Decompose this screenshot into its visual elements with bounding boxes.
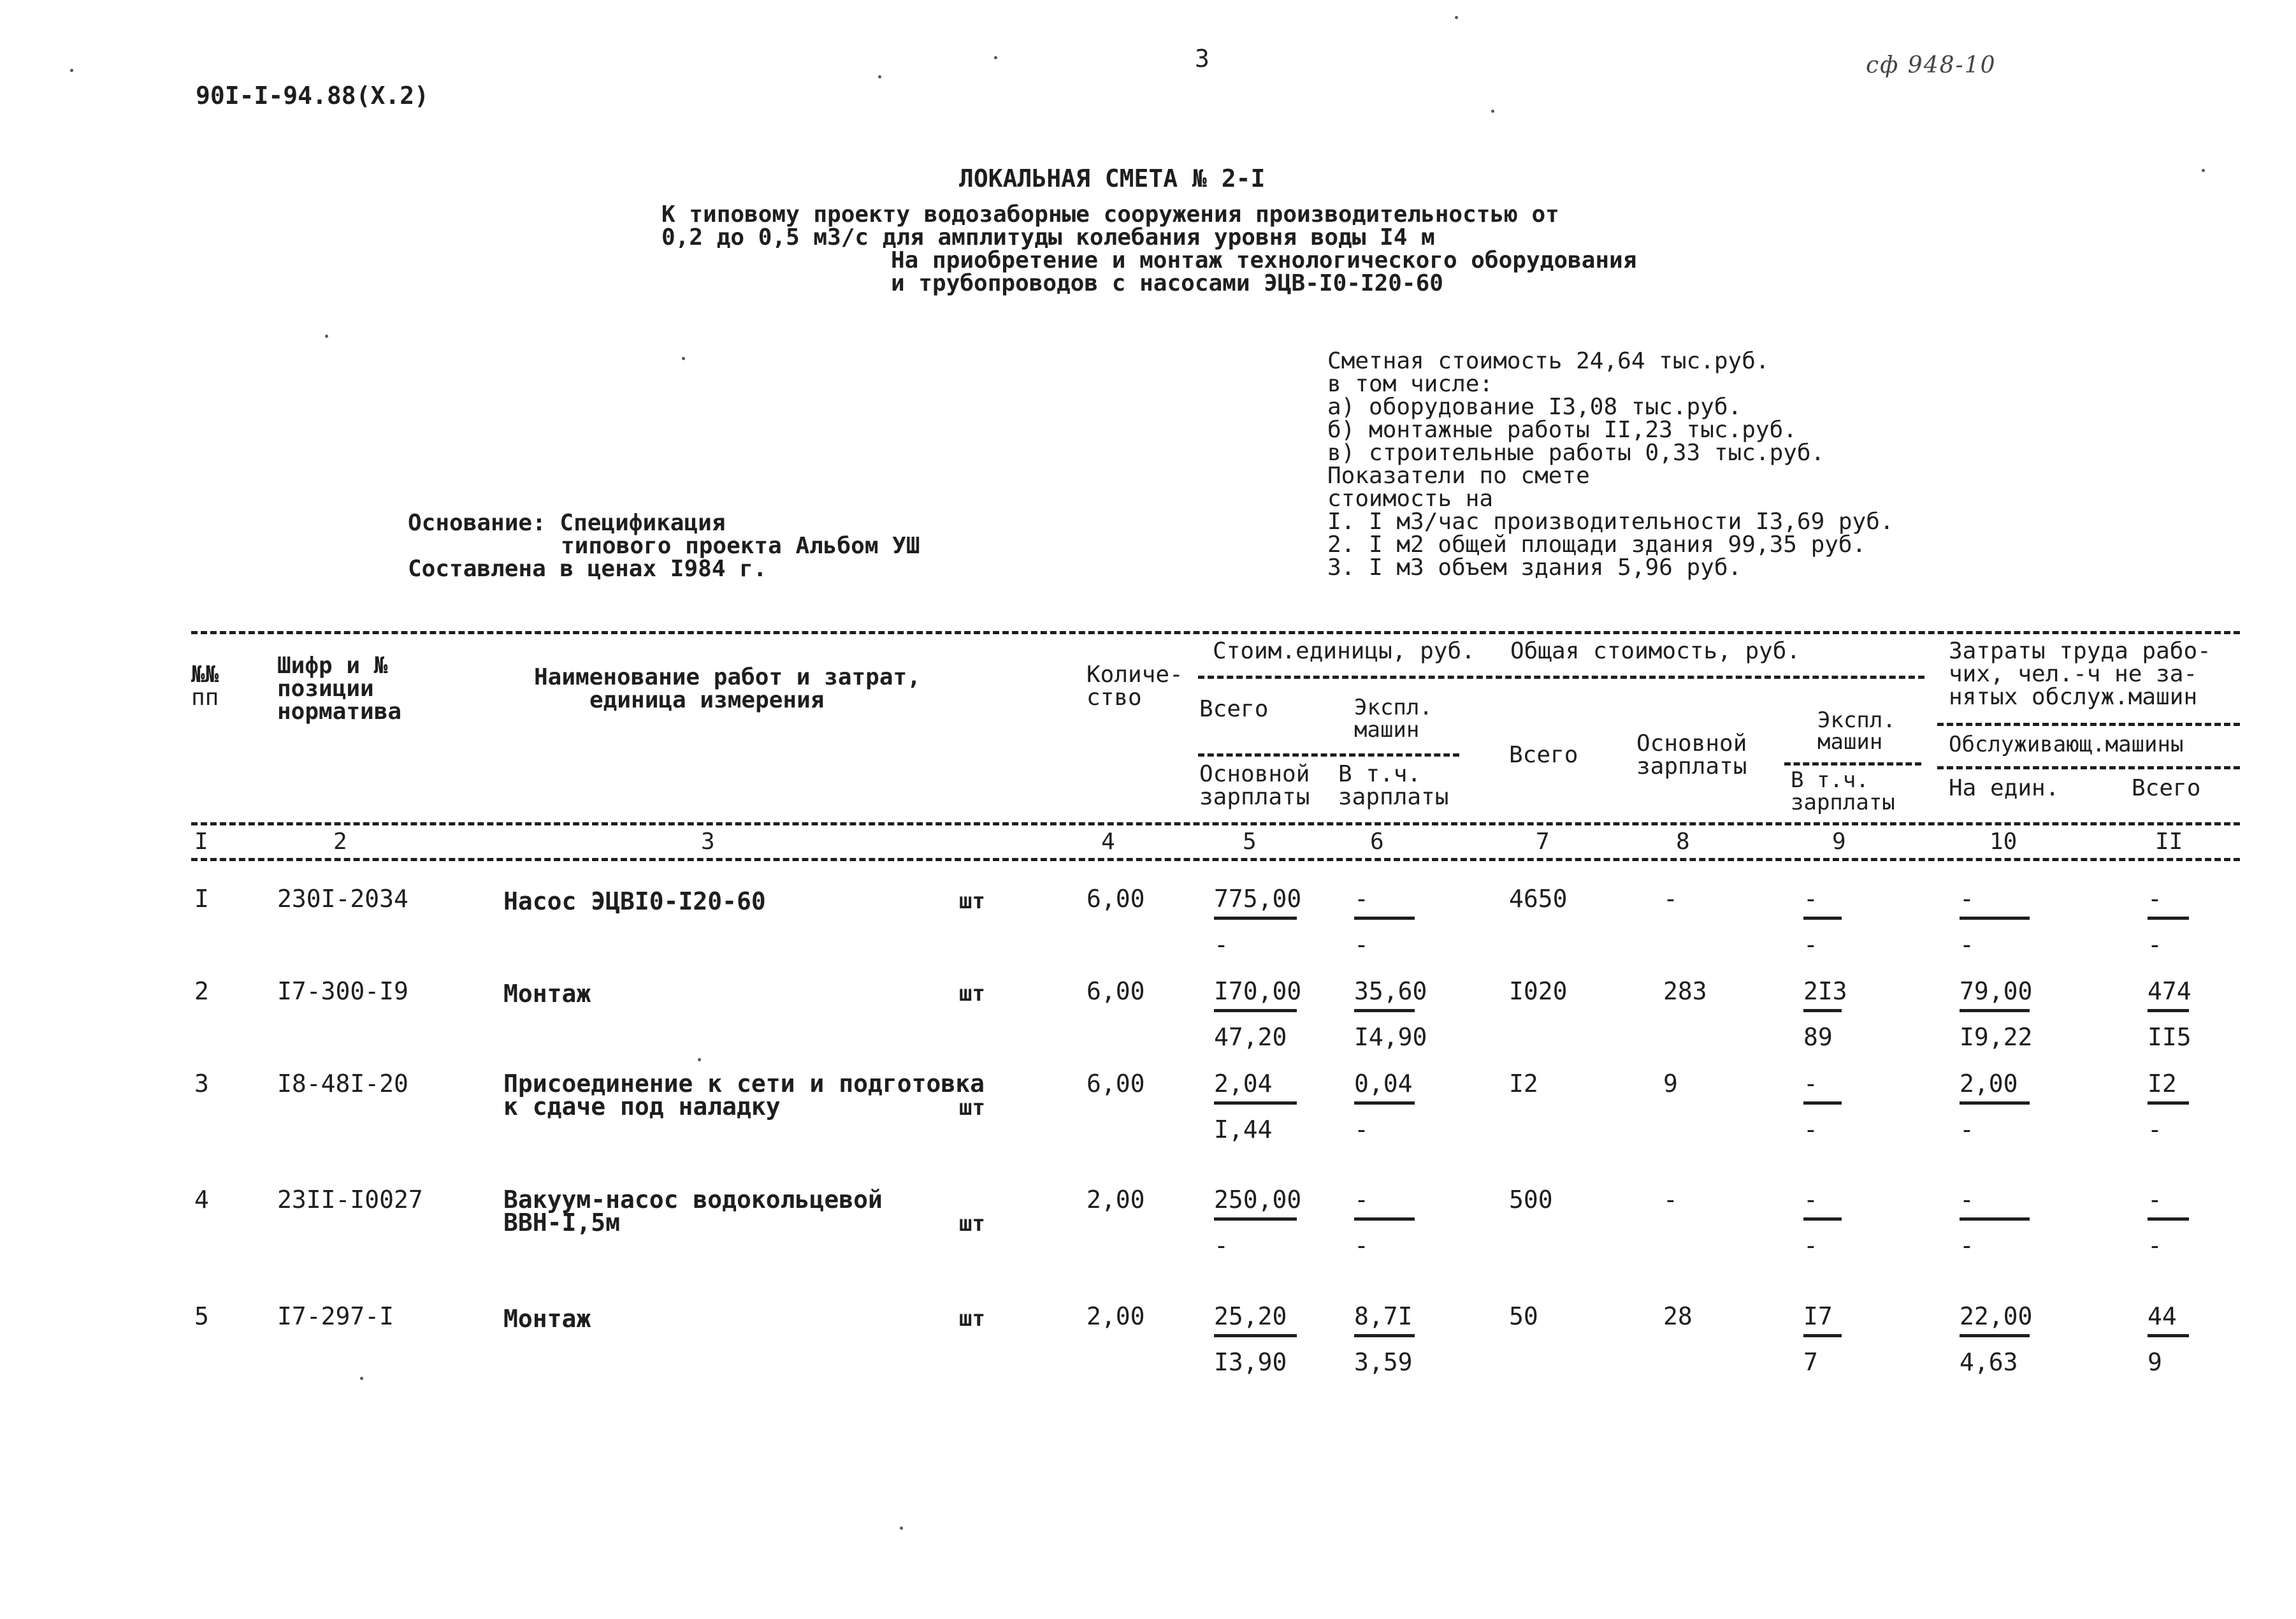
total-machines: - <box>1803 1186 1818 1214</box>
fraction-rule <box>1960 1101 2030 1105</box>
labor-per-unit: 2,00 <box>1960 1070 2018 1098</box>
labor-total-service: - <box>2148 1231 2162 1260</box>
scan-speck <box>2202 169 2205 172</box>
summary-line: 2. I м2 общей площади здания 99,35 руб. <box>1327 532 1866 558</box>
fraction-rule <box>1960 1009 2030 1012</box>
header-code-1: Шифр и № <box>277 653 388 679</box>
cost-summary <box>1327 349 1894 579</box>
scan-speck <box>70 69 73 72</box>
basis-line-3: Составлена в ценах I984 г. <box>408 556 767 582</box>
document-title: ЛОКАЛЬНАЯ СМЕТА № 2-I <box>959 164 1266 192</box>
total-wage: 283 <box>1663 977 1707 1005</box>
scan-speck <box>1491 110 1494 113</box>
unit-cost-machines: 0,04 <box>1354 1070 1413 1098</box>
row-quantity: 2,00 <box>1087 1302 1145 1330</box>
fraction-rule <box>1803 1009 1842 1012</box>
document-code: 90I-I-94.88(X.2) <box>196 82 430 110</box>
col-number: 4 <box>1101 829 1115 855</box>
unit-cost-machines: - <box>1354 1186 1369 1214</box>
header-unit-incl-2: зарплаты <box>1338 784 1449 810</box>
header-rule <box>1198 676 1924 679</box>
total-wage: - <box>1663 885 1678 913</box>
header-rule <box>1198 753 1459 757</box>
labor-per-unit: - <box>1960 885 1974 913</box>
labor-per-unit-service: - <box>1960 1115 1974 1143</box>
scan-speck <box>360 1377 363 1380</box>
row-code: I7-300-I9 <box>277 977 408 1005</box>
row-name: Насос ЭЦВI0-I20-60 <box>503 887 766 915</box>
labor-total: 474 <box>2148 977 2191 1005</box>
fraction-rule <box>2148 1009 2189 1012</box>
unit-cost-wage: - <box>1214 931 1229 959</box>
unit-cost-total: 775,00 <box>1214 885 1302 913</box>
header-unit-machines-1: Экспл. <box>1354 695 1433 720</box>
header-total-incl-1: В т.ч. <box>1791 767 1869 793</box>
unit-cost-machines-wage: - <box>1354 1231 1369 1260</box>
total-machines-wage: - <box>1803 1231 1818 1260</box>
row-name-cont: ВВН-I,5м <box>503 1209 621 1237</box>
summary-line: I. I м3/час производительности I3,69 руб. <box>1327 509 1894 535</box>
title-line-1: К типовому проекту водозаборные сооружения производительностью от <box>661 201 1559 228</box>
fraction-rule <box>1354 917 1415 920</box>
col-number: 6 <box>1370 829 1384 855</box>
header-bottom-rule <box>191 822 2240 825</box>
unit-cost-machines: 8,7I <box>1354 1302 1413 1330</box>
summary-line: в том числе: <box>1327 371 1494 397</box>
scan-speck <box>698 1058 701 1061</box>
labor-total: - <box>2148 885 2162 913</box>
title-line-3: На приобретение и монтаж технологического оборудования <box>891 247 1637 273</box>
fraction-rule <box>1803 1334 1842 1337</box>
row-unit: шт <box>959 1095 985 1121</box>
page-number: 3 <box>1195 45 1209 73</box>
fraction-rule <box>1960 917 2030 920</box>
row-code: I7-297-I <box>277 1302 394 1330</box>
total-wage: - <box>1663 1186 1678 1214</box>
row-name: Вакуум-насос водокольцевой <box>503 1186 883 1214</box>
labor-per-unit: 22,00 <box>1960 1302 2033 1330</box>
header-num-2: пп <box>191 685 219 711</box>
row-unit: шт <box>959 889 985 914</box>
labor-per-unit: 79,00 <box>1960 977 2033 1005</box>
total-cost: 500 <box>1509 1186 1553 1214</box>
total-machines-wage: - <box>1803 1115 1818 1143</box>
row-number: 2 <box>194 977 209 1005</box>
header-unit-cost: Стоим.единицы, руб. <box>1213 638 1475 664</box>
fraction-rule <box>1803 1101 1842 1105</box>
header-labor-1: Затраты труда рабо- <box>1949 638 2211 664</box>
col-number: 7 <box>1536 829 1550 855</box>
unit-cost-total: 25,20 <box>1214 1302 1287 1330</box>
fraction-rule <box>1214 1334 1297 1337</box>
labor-per-unit: - <box>1960 1186 1974 1214</box>
row-number: 4 <box>194 1186 209 1214</box>
total-machines: - <box>1803 885 1818 913</box>
header-unit-incl-1: В т.ч. <box>1338 761 1422 787</box>
row-code: 230I-2034 <box>277 885 408 913</box>
header-qty-2: ство <box>1087 685 1142 711</box>
unit-cost-total: I70,00 <box>1214 977 1302 1005</box>
row-number: 3 <box>194 1070 209 1098</box>
title-line-4: и трубопроводов с насосами ЭЦВ-I0-I20-60 <box>891 270 1443 296</box>
header-total-incl-2: зарплаты <box>1791 790 1895 815</box>
fraction-rule <box>1354 1334 1415 1337</box>
row-name: Присоединение к сети и подготовка <box>503 1070 985 1098</box>
header-rule <box>1937 723 2240 726</box>
header-labor-3: нятых обслуж.машин <box>1949 684 2198 710</box>
archive-mark: сф 948-10 <box>1866 52 1996 78</box>
fraction-rule <box>2148 1101 2189 1105</box>
scan-speck <box>325 335 328 338</box>
header-unit-total: Всего <box>1199 696 1269 722</box>
basis-line-2: типового проекта Альбом УШ <box>561 533 920 559</box>
unit-cost-wage: I,44 <box>1214 1115 1273 1143</box>
fraction-rule <box>1214 917 1297 920</box>
table-top-rule <box>191 631 2240 634</box>
labor-total: 44 <box>2148 1302 2177 1330</box>
col-number: 8 <box>1676 829 1690 855</box>
summary-line: 3. I м3 объем здания 5,96 руб. <box>1327 555 1742 581</box>
row-name: Монтаж <box>503 1305 591 1333</box>
unit-cost-machines-wage: 3,59 <box>1354 1348 1413 1376</box>
labor-total-service: - <box>2148 931 2162 959</box>
header-total-wage-1: Основной <box>1636 730 1747 757</box>
fraction-rule <box>1354 1009 1415 1012</box>
row-unit: шт <box>959 1306 985 1332</box>
scan-speck <box>994 56 997 59</box>
row-code: I8-48I-20 <box>277 1070 408 1098</box>
total-cost: 4650 <box>1509 885 1568 913</box>
labor-total: I2 <box>2148 1070 2177 1098</box>
total-machines-wage: 89 <box>1803 1023 1833 1051</box>
fraction-rule <box>1803 917 1842 920</box>
total-cost: 50 <box>1509 1302 1538 1330</box>
fraction-rule <box>1214 1009 1297 1012</box>
header-unit-wage-1: Основной <box>1199 761 1310 787</box>
header-labor-total: Всего <box>2132 775 2201 801</box>
header-total-machines-1: Экспл. <box>1817 708 1896 733</box>
header-total-cost: Общая стоимость, руб. <box>1510 638 1801 664</box>
col-number: II <box>2155 829 2183 855</box>
labor-per-unit-service: - <box>1960 1231 1974 1260</box>
unit-cost-wage: I3,90 <box>1214 1348 1287 1376</box>
unit-cost-machines: 35,60 <box>1354 977 1427 1005</box>
header-total-wage-2: зарплаты <box>1636 753 1747 780</box>
labor-total-service: 9 <box>2148 1348 2162 1376</box>
total-machines-wage: - <box>1803 931 1818 959</box>
summary-line: стоимость на <box>1327 486 1494 512</box>
unit-cost-total: 2,04 <box>1214 1070 1273 1098</box>
fraction-rule <box>1214 1217 1297 1221</box>
unit-cost-machines-wage: - <box>1354 931 1369 959</box>
labor-total-service: II5 <box>2148 1023 2191 1051</box>
total-cost: I2 <box>1509 1070 1538 1098</box>
unit-cost-machines: - <box>1354 885 1369 913</box>
labor-per-unit-service: - <box>1960 931 1974 959</box>
total-cost: I020 <box>1509 977 1568 1005</box>
total-wage: 9 <box>1663 1070 1678 1098</box>
row-number: I <box>194 885 209 913</box>
header-name-2: единица измерения <box>589 687 825 713</box>
header-code-2: позиции <box>277 676 374 702</box>
fraction-rule <box>2148 1217 2189 1221</box>
summary-line: Сметная стоимость 24,64 тыс.руб. <box>1327 348 1770 374</box>
col-number: 2 <box>333 829 347 855</box>
labor-per-unit-service: I9,22 <box>1960 1023 2033 1051</box>
summary-line: б) монтажные работы II,23 тыс.руб. <box>1327 417 1797 443</box>
labor-total-service: - <box>2148 1115 2162 1143</box>
header-code-3: норматива <box>277 699 402 725</box>
unit-cost-wage: - <box>1214 1231 1229 1260</box>
unit-cost-wage: 47,20 <box>1214 1023 1287 1051</box>
header-total-machines-2: машин <box>1817 729 1883 755</box>
fraction-rule <box>1960 1217 2030 1221</box>
row-name-cont: к сдаче под наладку <box>503 1093 781 1121</box>
scan-speck <box>878 75 881 78</box>
fraction-rule <box>1354 1217 1415 1221</box>
header-servicing: Обслуживающ.машины <box>1949 732 2184 757</box>
row-unit: шт <box>959 981 985 1006</box>
labor-total: - <box>2148 1186 2162 1214</box>
row-name: Монтаж <box>503 980 591 1008</box>
row-quantity: 2,00 <box>1087 1186 1145 1214</box>
fraction-rule <box>1354 1101 1415 1105</box>
header-per-unit: На един. <box>1949 775 2060 801</box>
header-name-1: Наименование работ и затрат, <box>534 664 921 690</box>
header-labor-2: чих, чел.-ч не за- <box>1949 661 2198 687</box>
header-number-rule <box>191 858 2240 861</box>
unit-cost-machines-wage: - <box>1354 1115 1369 1143</box>
total-machines: I7 <box>1803 1302 1833 1330</box>
labor-per-unit-service: 4,63 <box>1960 1348 2018 1376</box>
total-machines: 2I3 <box>1803 977 1847 1005</box>
unit-cost-machines-wage: I4,90 <box>1354 1023 1427 1051</box>
fraction-rule <box>1214 1101 1297 1105</box>
basis-line-1: Основание: Спецификация <box>408 510 726 536</box>
row-quantity: 6,00 <box>1087 1070 1145 1098</box>
header-num: №№ <box>191 662 219 688</box>
col-number: I <box>194 829 208 855</box>
scan-speck <box>900 1527 903 1530</box>
summary-line: Показатели по смете <box>1327 463 1590 489</box>
total-machines: - <box>1803 1070 1818 1098</box>
fraction-rule <box>2148 917 2189 920</box>
header-rule <box>1784 762 1921 766</box>
scan-speck <box>1455 16 1458 19</box>
row-quantity: 6,00 <box>1087 885 1145 913</box>
col-number: 9 <box>1832 829 1846 855</box>
total-wage: 28 <box>1663 1302 1693 1330</box>
fraction-rule <box>1960 1334 2030 1337</box>
row-code: 23II-I0027 <box>277 1186 423 1214</box>
header-total-all: Всего <box>1509 742 1578 768</box>
scan-speck <box>682 357 685 360</box>
fraction-rule <box>2148 1334 2189 1337</box>
unit-cost-total: 250,00 <box>1214 1186 1302 1214</box>
col-number: 5 <box>1243 829 1257 855</box>
header-rule <box>1937 766 2240 769</box>
row-number: 5 <box>194 1302 209 1330</box>
row-unit: шт <box>959 1211 985 1237</box>
header-qty-1: Количе- <box>1087 662 1183 688</box>
total-machines-wage: 7 <box>1803 1348 1818 1376</box>
title-line-2: 0,2 до 0,5 м3/с для амплитуды колебания уровня воды I4 м <box>661 224 1435 250</box>
header-unit-machines-2: машин <box>1354 717 1420 743</box>
summary-line: в) строительные работы 0,33 тыс.руб. <box>1327 440 1825 466</box>
header-unit-wage-2: зарплаты <box>1199 784 1310 810</box>
col-number: 3 <box>701 829 715 855</box>
col-number: 10 <box>1989 829 2018 855</box>
summary-line: а) оборудование I3,08 тыс.руб. <box>1327 394 1742 420</box>
fraction-rule <box>1803 1217 1842 1221</box>
row-quantity: 6,00 <box>1087 977 1145 1005</box>
